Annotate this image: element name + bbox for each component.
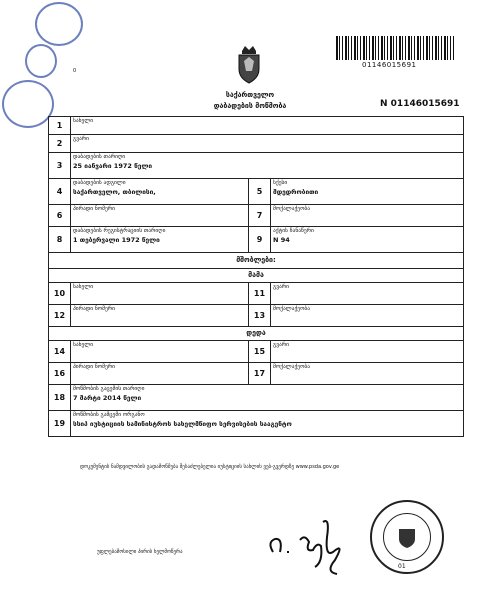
verification-note: დოკუმენტის ნამდვილობის გადამოწმება შესაძლებელია იუსტიციის სახლის ვებ-გვერდზე www.psda.gov.ge xyxy=(80,464,340,470)
field-value: N 94 xyxy=(273,235,290,244)
mother-personal-number xyxy=(71,363,249,385)
mother-last-name xyxy=(271,341,464,363)
official-seal xyxy=(370,500,444,574)
birth-certificate-form xyxy=(48,116,464,437)
field-personal-number xyxy=(71,205,249,227)
field-citizenship xyxy=(271,205,464,227)
field-label: აქტის ჩანაწერი xyxy=(273,228,314,234)
authorized-signature-label: უფლებამოსილი პირის ხელმოწერა xyxy=(97,549,183,555)
field-number: 19 xyxy=(49,411,71,437)
field-label: სახელი xyxy=(73,342,94,348)
section-father: მამა xyxy=(49,269,464,283)
field-registration-date xyxy=(71,227,249,253)
field-number: 4 xyxy=(49,179,71,205)
father-last-name xyxy=(271,283,464,305)
country-name: საქართველო xyxy=(225,91,275,99)
field-number: 16 xyxy=(49,363,71,385)
field-number: 3 xyxy=(49,153,71,179)
field-birth-place xyxy=(71,179,249,205)
field-number: 6 xyxy=(49,205,71,227)
field-number: 2 xyxy=(49,135,71,153)
field-label: მოქალაქეობა xyxy=(273,306,311,312)
field-birth-date xyxy=(71,153,464,179)
field-value: მდედრობითი xyxy=(273,187,319,196)
stamp-small-circle xyxy=(25,44,57,78)
field-number: 9 xyxy=(249,227,271,253)
field-label: მოწმობის გამცემი ორგანო xyxy=(73,412,145,418)
field-label: მოქალაქეობა xyxy=(273,364,311,370)
handwritten-signature xyxy=(265,512,355,582)
father-first-name xyxy=(71,283,249,305)
field-number: 10 xyxy=(49,283,71,305)
field-number: 11 xyxy=(249,283,271,305)
coat-of-arms-icon xyxy=(236,45,262,85)
coat-of-arms-icon xyxy=(397,525,417,549)
field-first-name xyxy=(71,117,464,135)
field-label: მოწმობის გაცემის თარიღი xyxy=(73,386,145,392)
section-mother: დედა xyxy=(49,327,464,341)
section-parents: მშობლები: xyxy=(49,253,464,269)
mother-first-name xyxy=(71,341,249,363)
field-value: სსიპ იუსტიციის სამინისტროს სახელმწიფო სერვისების სააგენტო xyxy=(73,419,292,428)
field-number: 1 xyxy=(49,117,71,135)
field-number: 13 xyxy=(249,305,271,327)
barcode-number: 01146015691 xyxy=(362,61,417,69)
field-label: სახელი xyxy=(73,118,94,124)
field-record-number xyxy=(271,227,464,253)
field-label: გვარი xyxy=(73,136,90,142)
field-last-name xyxy=(71,135,464,153)
field-number: 7 xyxy=(249,205,271,227)
field-label: გვარი xyxy=(273,284,290,290)
certificate-title: დაბადების მოწმობა xyxy=(213,102,287,110)
father-personal-number xyxy=(71,305,249,327)
field-label: დაბადების ადგილი xyxy=(73,180,126,186)
field-issue-date xyxy=(71,385,464,411)
stamp-code: 0 xyxy=(73,68,77,74)
field-label: დაბადების თარიღი xyxy=(73,154,126,160)
field-number: 12 xyxy=(49,305,71,327)
field-value: საქართველო, თბილისი, xyxy=(73,187,156,196)
field-number: 8 xyxy=(49,227,71,253)
seal-emblem xyxy=(383,513,431,561)
field-label: გვარი xyxy=(273,342,290,348)
barcode xyxy=(336,36,454,60)
field-label: მოქალაქეობა xyxy=(273,206,311,212)
field-label: პირადი ნომერი xyxy=(73,306,115,312)
field-number: 18 xyxy=(49,385,71,411)
field-number: 5 xyxy=(249,179,271,205)
apostille-stamp-top xyxy=(35,2,83,46)
field-number: 14 xyxy=(49,341,71,363)
field-label: სქესი xyxy=(273,180,288,186)
field-label: დაბადების რეგისტრაციის თარიღი xyxy=(73,228,166,234)
field-label: სახელი xyxy=(73,284,94,290)
mother-citizenship xyxy=(271,363,464,385)
father-citizenship xyxy=(271,305,464,327)
certificate-number: N 01146015691 xyxy=(380,99,460,109)
field-number: 17 xyxy=(249,363,271,385)
field-value: 7 მარტი 2014 წელი xyxy=(73,393,142,402)
field-sex xyxy=(271,179,464,205)
field-label: პირადი ნომერი xyxy=(73,206,115,212)
field-issuing-authority xyxy=(71,411,464,437)
field-value: 1 თებერვალი 1972 წელი xyxy=(73,235,160,244)
field-label: პირადი ნომერი xyxy=(73,364,115,370)
seal-number: 01 xyxy=(398,563,406,570)
field-value: 25 იანვარი 1972 წელი xyxy=(73,161,153,170)
field-number: 15 xyxy=(249,341,271,363)
